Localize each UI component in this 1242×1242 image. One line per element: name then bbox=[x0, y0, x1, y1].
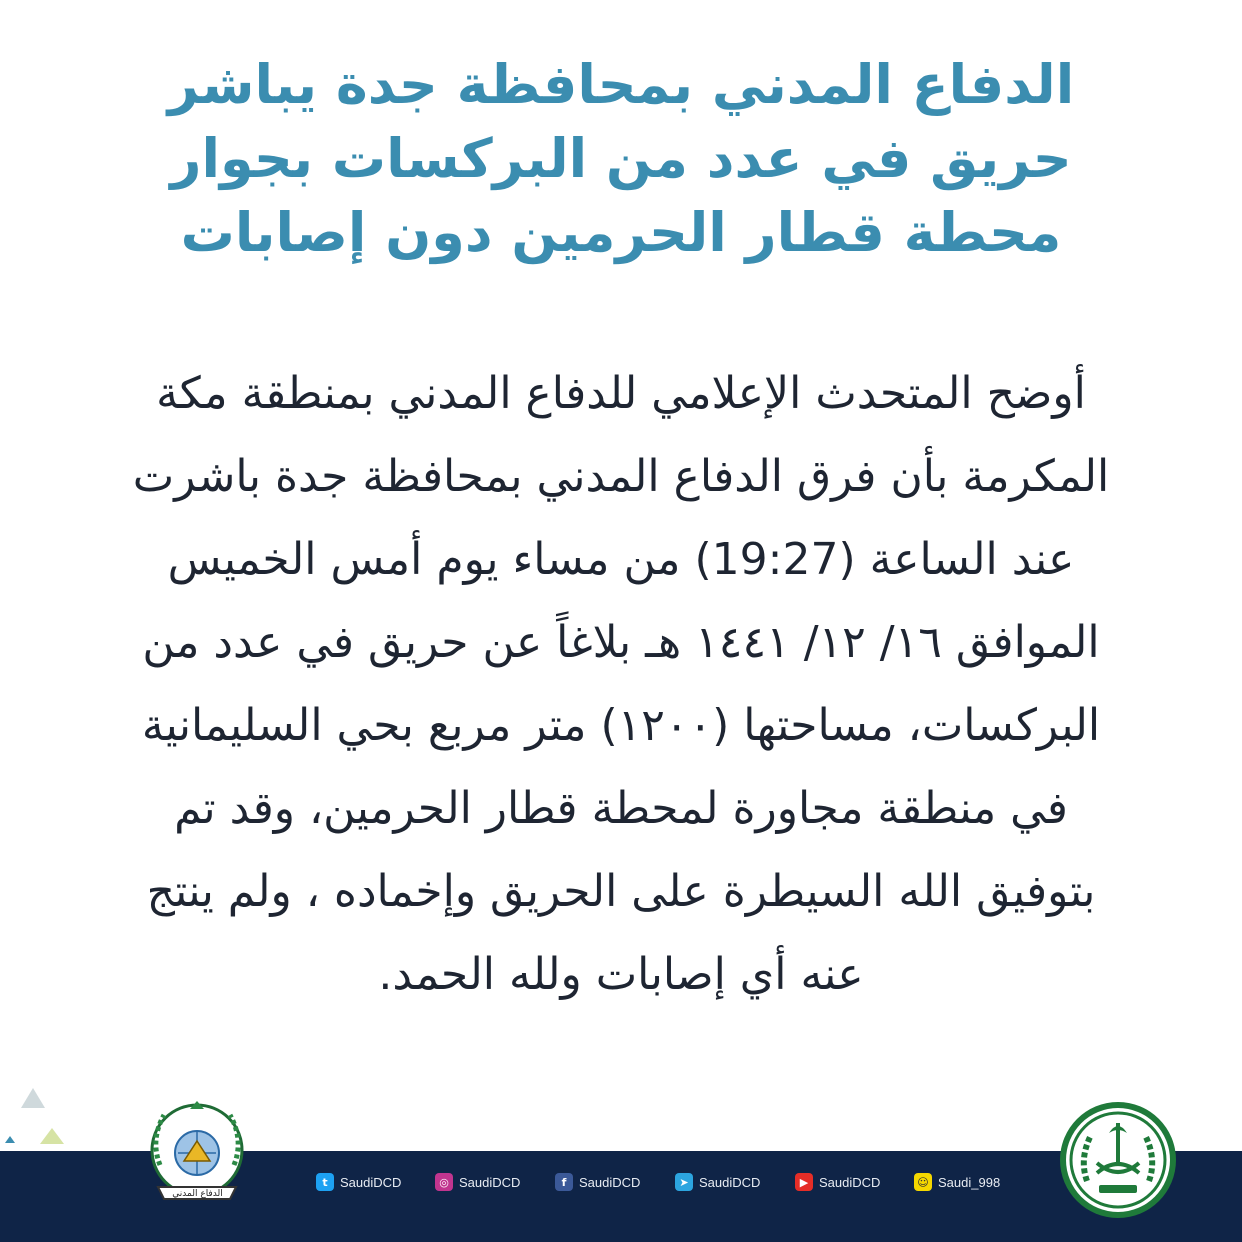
body-line: أوضح المتحدث الإعلامي للدفاع المدني بمنطقة مكة bbox=[156, 368, 1086, 419]
civil-defense-logo-caption: الدفاع المدني bbox=[172, 1189, 223, 1199]
social-snapchat[interactable] bbox=[914, 1170, 1000, 1194]
triangle-shape bbox=[21, 1088, 45, 1108]
body-line: في منطقة مجاورة لمحطة قطار الحرمين، وقد تم bbox=[174, 783, 1068, 834]
snapchat-icon: ☺ bbox=[914, 1173, 932, 1191]
social-handle: SaudiDCD bbox=[579, 1174, 641, 1190]
youtube-icon: ▶ bbox=[795, 1173, 813, 1191]
triangle-shape bbox=[5, 1136, 15, 1143]
social-handle: SaudiDCD bbox=[819, 1174, 881, 1190]
social-telegram[interactable] bbox=[675, 1170, 760, 1194]
twitter-icon: t bbox=[316, 1173, 334, 1191]
body-line: البركسات، مساحتها (١٢٠٠) متر مربع بحي السليمانية bbox=[141, 700, 1101, 751]
instagram-icon: ◎ bbox=[435, 1173, 453, 1191]
headline-line: الدفاع المدني بمحافظة جدة يباشر bbox=[167, 53, 1075, 116]
social-handle: Saudi_998 bbox=[938, 1174, 1001, 1190]
social-facebook[interactable] bbox=[555, 1170, 640, 1194]
triangle-shape bbox=[40, 1128, 64, 1144]
social-youtube[interactable] bbox=[795, 1170, 880, 1194]
headline bbox=[60, 48, 1182, 270]
telegram-icon: ➤ bbox=[675, 1173, 693, 1191]
facebook-icon: f bbox=[555, 1173, 573, 1191]
body-line: المكرمة بأن فرق الدفاع المدني بمحافظة جدة باشرت bbox=[132, 451, 1110, 502]
body-line: عند الساعة (19:27) من مساء يوم أمس الخميس bbox=[167, 534, 1075, 585]
body-line: عنه أي إصابات ولله الحمد. bbox=[378, 949, 864, 1000]
ministry-of-interior-emblem bbox=[1057, 1099, 1179, 1221]
body-line: الموافق ١٦/ ١٢/ ١٤٤١ هـ بلاغاً عن حريق في عدد من bbox=[142, 617, 1100, 668]
social-handle: SaudiDCD bbox=[699, 1174, 761, 1190]
social-handle: SaudiDCD bbox=[459, 1174, 521, 1190]
headline-line: حريق في عدد من البركسات بجوار bbox=[170, 127, 1072, 190]
social-handle: SaudiDCD bbox=[340, 1174, 402, 1190]
body-line: بتوفيق الله السيطرة على الحريق وإخماده ، ولم ينتج bbox=[146, 866, 1096, 917]
headline-line: محطة قطار الحرمين دون إصابات bbox=[180, 201, 1062, 264]
social-instagram[interactable] bbox=[435, 1170, 520, 1194]
body-paragraph bbox=[60, 352, 1182, 1016]
social-twitter[interactable] bbox=[316, 1170, 401, 1194]
